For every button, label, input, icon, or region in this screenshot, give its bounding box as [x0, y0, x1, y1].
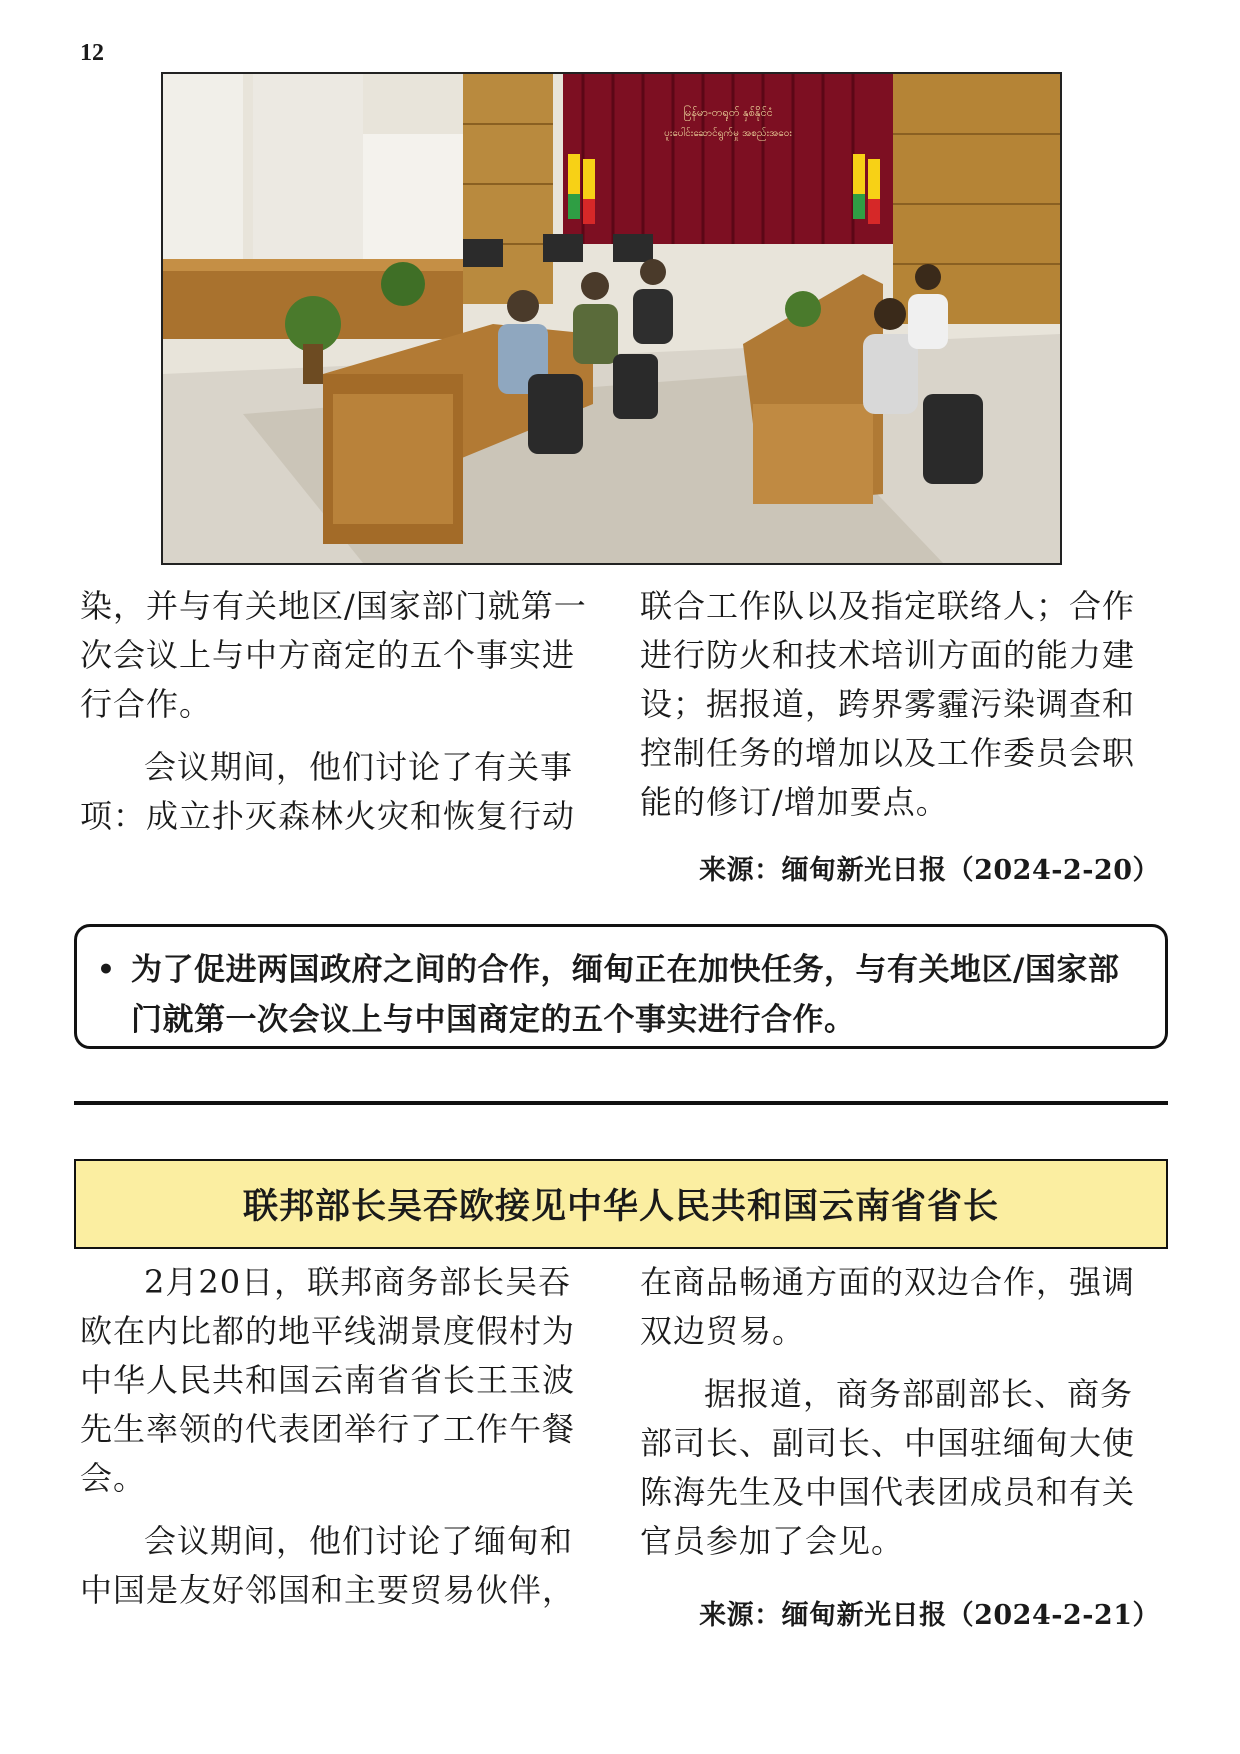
- article2-right-paragraph-2: 据报道，商务部副部长、商务部司长、副司长、中国驻缅甸大使陈海先生及中国代表团成员和有关官员参加了会见。: [640, 1375, 1136, 1560]
- article1-left-column: [80, 582, 600, 841]
- article2-right-paragraph-1: 在商品畅通方面的双边合作，强调双边贸易。: [640, 1263, 1136, 1350]
- svg-text:မြန်မာ-တရုတ် နှစ်နိုင်ငံ: မြန်မာ-တရုတ် နှစ်နိုင်ငံ: [683, 106, 773, 119]
- page-number: 12: [80, 40, 104, 66]
- article1-right-column: [640, 582, 1160, 827]
- article2-headline: 联邦部长吴吞欧接见中华人民共和国云南省省长: [74, 1159, 1168, 1249]
- bullet-icon: •: [97, 953, 115, 986]
- article1-right-paragraph-1: 联合工作队以及指定联络人；合作进行防火和技术培训方面的能力建设；据报道，跨界雾霾污染调查和控制任务的增加以及工作委员会职能的修订/增加要点。: [640, 587, 1136, 821]
- article2-left-column: [80, 1258, 600, 1615]
- summary-text: 为了促进两国政府之间的合作，缅甸正在加快任务，与有关地区/国家部门就第一次会议上与中国商定的五个事实进行合作。: [131, 952, 1120, 1038]
- meeting-room-photo: [161, 72, 1062, 565]
- article1-left-paragraph-2: 会议期间，他们讨论了有关事项：成立扑灭森林火灾和恢复行动: [80, 748, 576, 835]
- article2-left-paragraph-2: 会议期间，他们讨论了缅甸和中国是友好邻国和主要贸易伙伴，: [80, 1522, 576, 1609]
- article1-left-paragraph-1: 染，并与有关地区/国家部门就第一次会议上与中方商定的五个事实进行合作。: [80, 587, 587, 723]
- summary-box: [74, 924, 1168, 1049]
- svg-text:ပူးပေါင်းဆောင်ရွက်မှု အစည်းအဝေ: ပူးပေါင်းဆောင်ရွက်မှု အစည်းအဝေး: [664, 128, 792, 139]
- article1-source: 来源：缅甸新光日报（2024-2-20）: [699, 855, 1160, 886]
- article2-right-column: [640, 1258, 1160, 1566]
- article2-left-paragraph-1: 2月20日，联邦商务部长吴吞欧在内比都的地平线湖景度假村为中华人民共和国云南省省长王玉波先生率领的代表团举行了工作午餐会。: [80, 1263, 576, 1497]
- article2-source: 来源：缅甸新光日报（2024-2-21）: [699, 1600, 1160, 1631]
- section-divider: [74, 1101, 1168, 1105]
